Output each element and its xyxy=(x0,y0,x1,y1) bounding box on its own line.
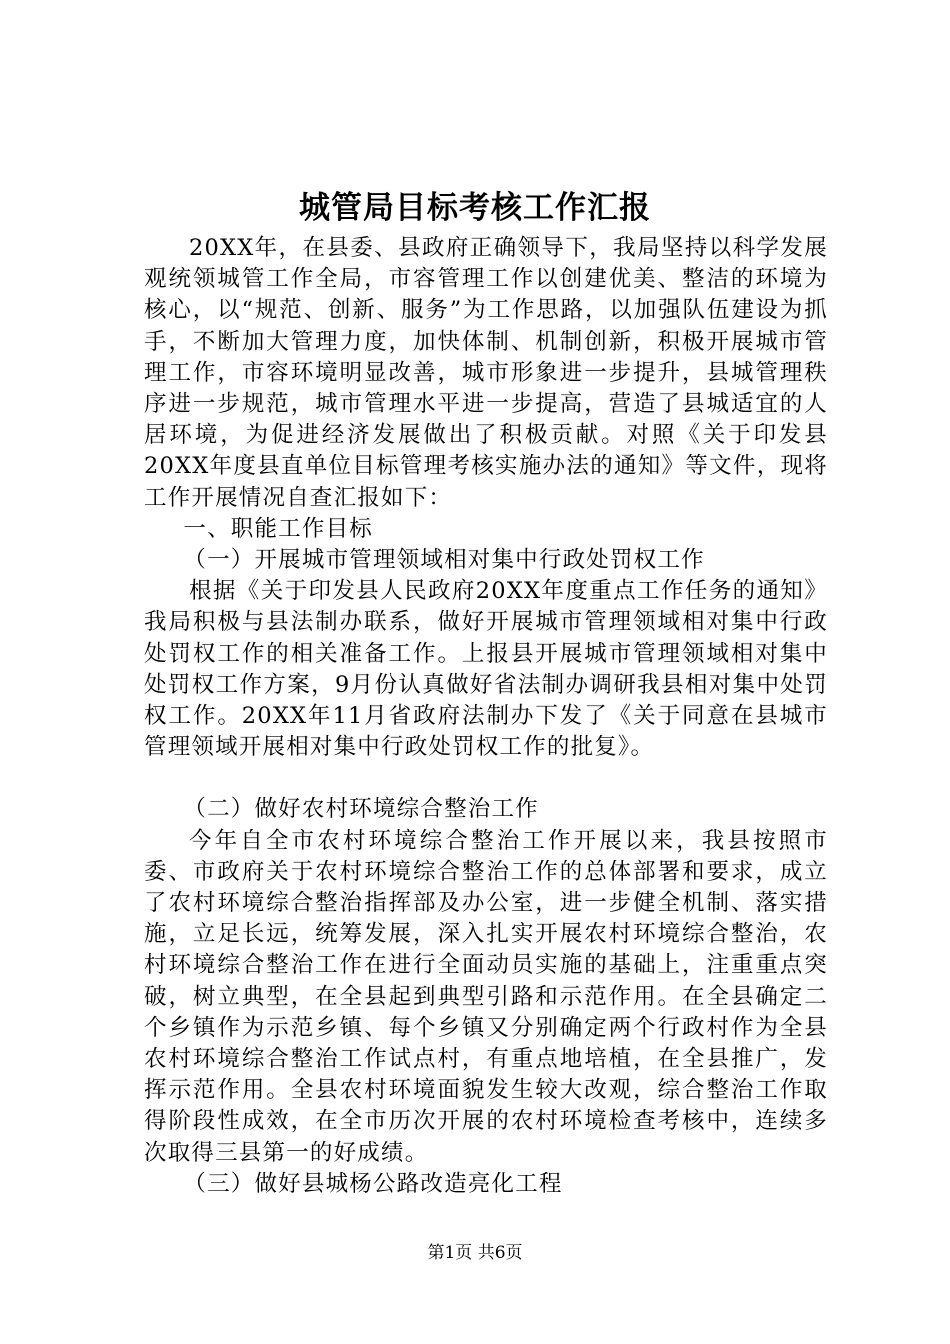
subsection-heading-3: （三）做好县城杨公路改造亮化工程 xyxy=(183,1170,563,1197)
section-heading-1: 一、职能工作目标 xyxy=(183,515,373,542)
page-footer: 第1页 共6页 xyxy=(427,1243,523,1263)
subsection-heading-1: （一）开展城市管理领域相对集中行政处罚权工作 xyxy=(183,547,705,574)
document-title: 城管局目标考核工作汇报 xyxy=(299,190,651,226)
blank-line xyxy=(144,763,828,794)
intro-paragraph: 20XX年，在县委、县政府正确领导下，我局坚持以科学发展观统领城管工作全局，市容管理工作以创建优美、整洁的环境为核心，以“规范、创新、服务”为工作思路，以加强队伍建设为抓手，不断加大管理力度，加快体制、机制创新，积极开展城市管理工作，市容环境明显改善，城市形象进一步提升，县城管理秩序进一步规范，城市管理水平进一步提高，营造了县城适宜的人居环境，为促进经济发展做出了积极贡献。对照《关于印发县20XX年度县直单位目标管理考核实施办法的通知》等文件，现将工作开展情况自查汇报如下： xyxy=(144,235,828,511)
document-body xyxy=(144,233,828,1200)
subsection-2-paragraph: 今年自全市农村环境综合整治工作开展以来，我县按照市委、市政府关于农村环境综合整治工作的总体部署和要求，成立了农村环境综合整治指挥部及办公室，进一步健全机制、落实措施，立足长远，统筹发展，深入扎实开展农村环境综合整治，农村环境综合整治工作在进行全面动员实施的基础上，注重重点突破，树立典型，在全县起到典型引路和示范作用。在全县确定二个乡镇作为示范乡镇、每个乡镇又分别确定两个行政村作为全县农村环境综合整治工作试点村，有重点地培植，在全县推广，发挥示范作用。全县农村环境面貌发生较大改观，综合整治工作取得阶段性成效，在全市历次开展的农村环境检查考核中，连续多次取得三县第一的好成绩。 xyxy=(144,827,828,1166)
subsection-1-paragraph: 根据《关于印发县人民政府20XX年度重点工作任务的通知》我局积极与县法制办联系，做好开展城市管理领域相对集中行政处罚权工作的相关准备工作。上报县开展城市管理领域相对集中处罚权工作方案，9月份认真做好省法制办调研我县相对集中处罚权工作。20XX年11月省政府法制办下发了《关于同意在县城市管理领域开展相对集中行政处罚权工作的批复》。 xyxy=(144,578,828,761)
subsection-heading-2: （二）做好农村环境综合整治工作 xyxy=(183,796,539,823)
